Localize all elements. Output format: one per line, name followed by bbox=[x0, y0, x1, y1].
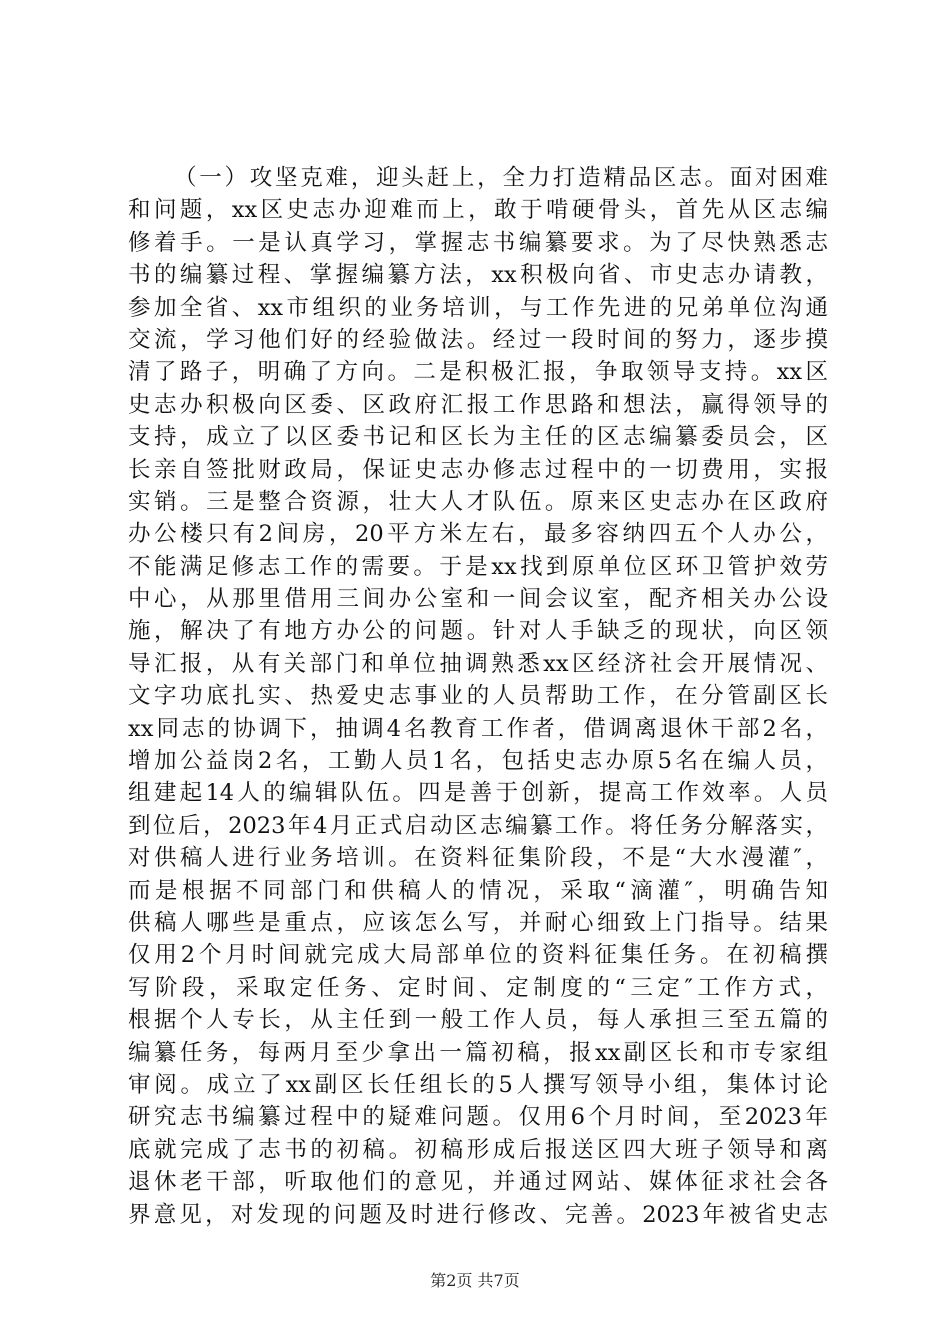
text-line: 不能满足修志工作的需要。于是xx找到原单位区环卫管护效劳 bbox=[128, 553, 828, 580]
text-line: 参加全省、xx市组织的业务培训，与工作先进的兄弟单位沟通 bbox=[128, 294, 828, 321]
text-line: 和问题，xx区史志办迎难而上，敢于啃硬骨头，首先从区志编 bbox=[128, 197, 828, 224]
text-line: 史志办积极向区委、区政府汇报工作思路和想法，赢得领导的 bbox=[128, 391, 828, 418]
text-line: 交流，学习他们好的经验做法。经过一段时间的努力，逐步摸 bbox=[128, 326, 828, 353]
text-line: 长亲自签批财政局，保证史志办修志过程中的一切费用，实报 bbox=[128, 456, 828, 483]
text-line: 底就完成了志书的初稿。初稿形成后报送区四大班子领导和离 bbox=[128, 1136, 828, 1163]
text-line: 写阶段，采取定任务、定时间、定制度的“三定″工作方式， bbox=[128, 974, 828, 1001]
text-line: 而是根据不同部门和供稿人的情况，采取“滴灌″，明确告知 bbox=[128, 877, 828, 904]
text-line: 界意见，对发现的问题及时进行修改、完善。2023年被省史志 bbox=[128, 1201, 828, 1228]
text-line: 编纂任务，每两月至少拿出一篇初稿，报xx副区长和市专家组 bbox=[128, 1039, 828, 1066]
text-line: 修着手。一是认真学习，掌握志书编纂要求。为了尽快熟悉志 bbox=[128, 229, 828, 256]
text-line: 文字功底扎实、热爱史志事业的人员帮助工作，在分管副区长 bbox=[128, 683, 828, 710]
page-number: 第2页 共7页 bbox=[430, 1271, 520, 1290]
text-line: 到位后，2023年4月正式启动区志编纂工作。将任务分解落实， bbox=[128, 812, 828, 839]
body-paragraph bbox=[128, 162, 828, 1231]
text-line: 审阅。成立了xx副区长任组长的5人撰写领导小组，集体讨论 bbox=[128, 1071, 828, 1098]
text-line: 书的编纂过程、掌握编纂方法，xx积极向省、市史志办请教， bbox=[128, 262, 828, 289]
text-line: 供稿人哪些是重点，应该怎么写，并耐心细致上门指导。结果 bbox=[128, 909, 828, 936]
text-line: （一）攻坚克难，迎头赶上，全力打造精品区志。面对困难 bbox=[174, 165, 828, 191]
text-line: 实销。三是整合资源，壮大人才队伍。原来区史志办在区政府 bbox=[128, 488, 828, 515]
text-line: 办公楼只有2间房，20平方米左右，最多容纳四五个人办公， bbox=[128, 521, 828, 548]
text-line: 中心，从那里借用三间办公室和一间会议室，配齐相关办公设 bbox=[128, 586, 828, 613]
text-line: 导汇报，从有关部门和单位抽调熟悉xx区经济社会开展情况、 bbox=[128, 650, 828, 677]
text-line: 根据个人专长，从主任到一般工作人员，每人承担三至五篇的 bbox=[128, 1007, 828, 1034]
text-line: 研究志书编纂过程中的疑难问题。仅用6个月时间，至2023年 bbox=[128, 1104, 828, 1131]
text-line: 对供稿人进行业务培训。在资料征集阶段，不是“大水漫灌″， bbox=[128, 845, 828, 872]
text-line: 施，解决了有地方办公的问题。针对人手缺乏的现状，向区领 bbox=[128, 618, 828, 645]
text-line: 仅用2个月时间就完成大局部单位的资料征集任务。在初稿撰 bbox=[128, 942, 828, 969]
text-line: 清了路子，明确了方向。二是积极汇报，争取领导支持。xx区 bbox=[128, 359, 828, 386]
text-line: 支持，成立了以区委书记和区长为主任的区志编纂委员会，区 bbox=[128, 424, 828, 451]
text-line: 组建起14人的编辑队伍。四是善于创新，提高工作效率。人员 bbox=[128, 780, 828, 807]
text-line: 退休老干部，听取他们的意见，并通过网站、媒体征求社会各 bbox=[128, 1169, 828, 1196]
text-line: xx同志的协调下，抽调4名教育工作者，借调离退休干部2名， bbox=[128, 715, 828, 742]
text-line: 增加公益岗2名，工勤人员1名，包括史志办原5名在编人员， bbox=[128, 748, 828, 775]
